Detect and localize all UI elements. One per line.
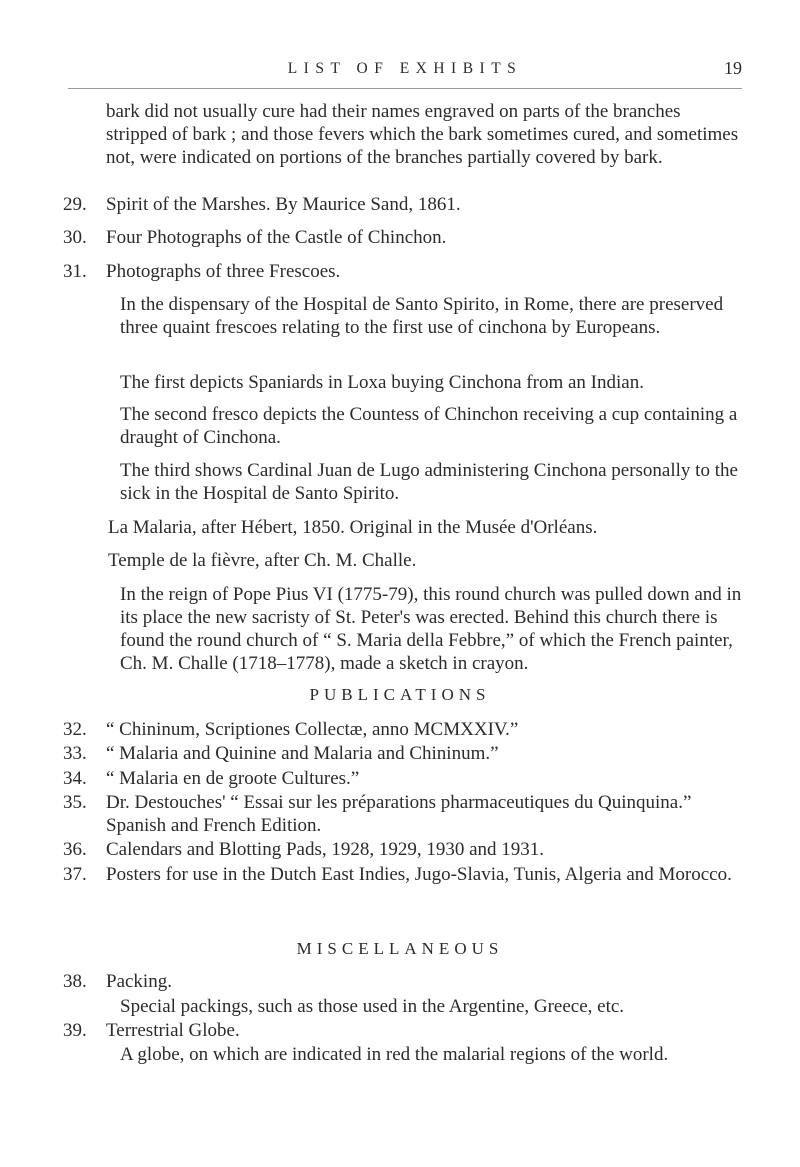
item-number-29: 29. bbox=[63, 194, 87, 215]
item-number-36: 36. bbox=[63, 839, 87, 860]
item-number-32: 32. bbox=[63, 719, 87, 740]
item-text-30: Four Photographs of the Castle of Chinchon. bbox=[106, 227, 447, 248]
publications-heading: PUBLICATIONS bbox=[309, 685, 491, 704]
fresco-first: The first depicts Spaniards in Loxa buying Cinchona from an Indian. bbox=[120, 372, 644, 393]
item-text-33: “ Malaria and Quinine and Malaria and Chininum.” bbox=[106, 743, 499, 764]
temple-de-la-fievre: Temple de la fièvre, after Ch. M. Challe. bbox=[108, 550, 417, 571]
header-rule bbox=[68, 88, 742, 89]
miscellaneous-heading: MISCELLANEOUS bbox=[296, 939, 504, 958]
item-number-35: 35. bbox=[63, 792, 87, 813]
item-text-39: Terrestrial Globe. bbox=[106, 1020, 240, 1041]
fresco-second: The second fresco depicts the Countess of Chinchon receiving a cup containing a draught of Cinchona. bbox=[120, 404, 738, 448]
header-title: LIST OF EXHIBITS bbox=[287, 60, 523, 77]
running-header bbox=[68, 58, 742, 84]
fresco-third: The third shows Cardinal Juan de Lugo administering Cinchona personally to the sick in the Hospital de Santo Spirito. bbox=[120, 460, 738, 504]
temple-description: In the reign of Pope Pius VI (1775-79), this round church was pulled down and in its place the new sacristy of St. Peter's was erected. Behind this church there is found the round church of “ S. Maria della Febbre,” of which the French painter, Ch. M. Challe (1718–1778), made a sketch in crayon. bbox=[120, 584, 742, 674]
item-detail-38: Special packings, such as those used in the Argentine, Greece, etc. bbox=[120, 996, 625, 1017]
intro-paragraph: bark did not usually cure had their names engraved on parts of the branches stripped of bark ; and those fevers which the bark sometimes cured, and sometimes not, were indicated on portions of the branches partially covered by bark. bbox=[106, 101, 739, 168]
item-text-29: Spirit of the Marshes. By Maurice Sand, 1861. bbox=[106, 194, 461, 215]
fresco-description: In the dispensary of the Hospital de Santo Spirito, in Rome, there are preserved three quaint frescoes relating to the first use of cinchona by Europeans. bbox=[120, 294, 724, 338]
item-number-38: 38. bbox=[63, 971, 87, 992]
item-number-34: 34. bbox=[63, 768, 87, 789]
item-text-38: Packing. bbox=[106, 971, 172, 992]
item-text-37: Posters for use in the Dutch East Indies, Jugo-Slavia, Tunis, Algeria and Morocco. bbox=[106, 864, 732, 885]
item-number-39: 39. bbox=[63, 1020, 87, 1041]
item-number-33: 33. bbox=[63, 743, 87, 764]
item-text-31: Photographs of three Frescoes. bbox=[106, 261, 341, 282]
la-malaria: La Malaria, after Hébert, 1850. Original in the Musée d'Orléans. bbox=[108, 517, 598, 538]
item-text-36: Calendars and Blotting Pads, 1928, 1929, 1930 and 1931. bbox=[106, 839, 545, 860]
item-number-37: 37. bbox=[63, 864, 87, 885]
item-text-34: “ Malaria en de groote Cultures.” bbox=[106, 768, 360, 789]
item-number-31: 31. bbox=[63, 261, 87, 282]
item-number-30: 30. bbox=[63, 227, 87, 248]
item-text-32: “ Chininum, Scriptiones Collectæ, anno MCMXXIV.” bbox=[106, 719, 519, 740]
page-number: 19 bbox=[724, 58, 742, 78]
item-text-35: Dr. Destouches' “ Essai sur les préparations pharmaceutiques du Quinquina.” Spanish and French Edition. bbox=[106, 792, 692, 836]
item-detail-39: A globe, on which are indicated in red the malarial regions of the world. bbox=[120, 1044, 669, 1065]
